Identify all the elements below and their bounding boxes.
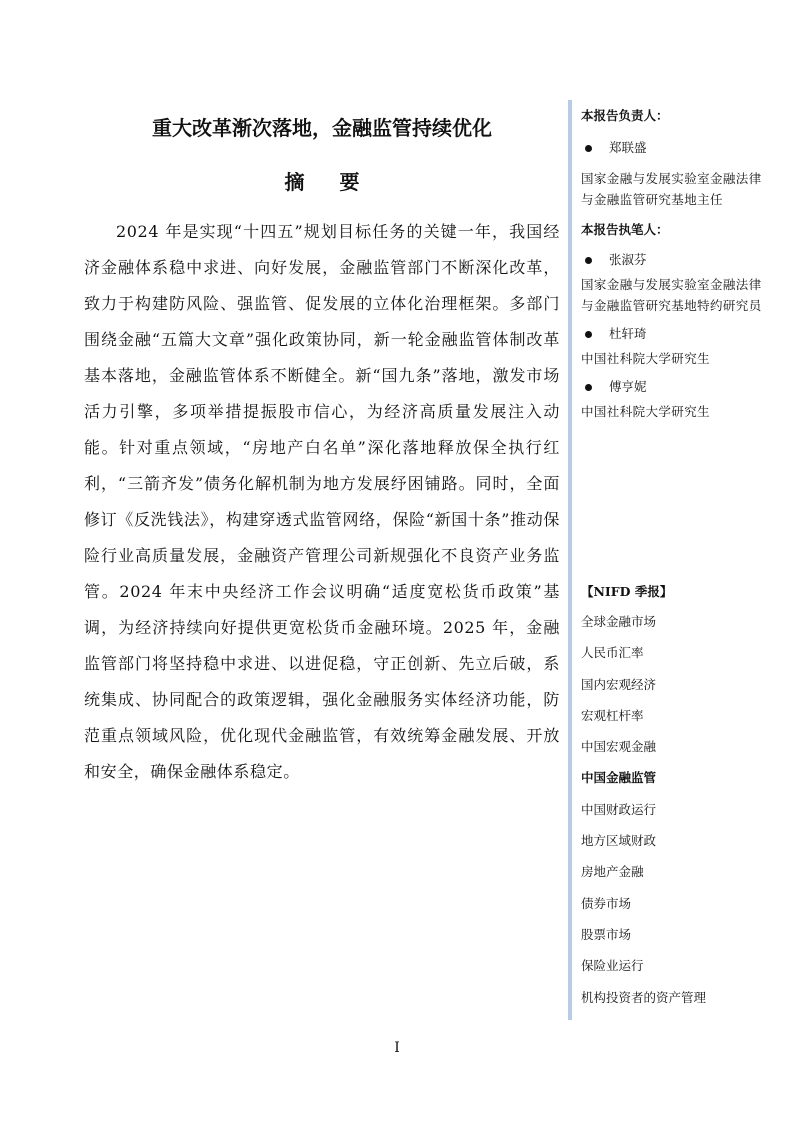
report-series-item: 全球金融市场 [581, 614, 657, 629]
bullet-icon [585, 145, 592, 152]
sidebar [568, 100, 772, 1020]
report-series-item: 宏观杠杆率 [581, 707, 644, 723]
report-series-item: 中国财政运行 [581, 801, 657, 817]
author-name: 张淑芬 [609, 252, 647, 267]
report-series-heading: 【NIFD 季报】 [581, 584, 673, 599]
author-name: 杜轩琦 [609, 326, 647, 341]
author-affiliation: 中国社科院大学研究生 [581, 351, 711, 366]
author-affiliation: 中国社科院大学研究生 [581, 404, 711, 419]
page-number: I [394, 1040, 400, 1056]
responsible-person [581, 138, 772, 210]
report-series-item: 机构投资者的资产管理 [581, 989, 707, 1005]
report-series-item: 国内宏观经济 [581, 676, 657, 692]
report-series-item: 房地产金融 [581, 864, 644, 880]
person-affiliation: 国家金融与发展实验室金融法律与金融监管研究基地主任 [581, 171, 762, 207]
bullet-icon [585, 257, 592, 264]
author-item [581, 250, 772, 316]
report-series-item: 中国宏观金融 [581, 739, 657, 755]
report-series-item: 中国金融监管 [581, 770, 657, 786]
author-name: 傅亨妮 [609, 379, 647, 394]
report-series-item: 人民币汇率 [581, 645, 644, 661]
report-series-item: 地方区域财政 [581, 833, 657, 849]
report-series-item: 保险业运行 [581, 958, 644, 974]
report-series-item: 股票市场 [581, 926, 632, 942]
author-affiliation: 国家金融与发展实验室金融法律与金融监管研究基地特约研究员 [581, 277, 762, 313]
bullet-icon [585, 331, 592, 338]
report-series-list [581, 582, 771, 1019]
abstract-heading: 摘 要 [284, 170, 374, 194]
authors-heading: 本报告执笔人： [581, 222, 669, 237]
bullet-icon [585, 384, 592, 391]
person-name: 郑联盛 [609, 140, 647, 155]
responsible-heading: 本报告负责人： [581, 108, 669, 123]
report-series-item: 债券市场 [581, 895, 632, 911]
main-content [84, 108, 560, 790]
abstract-body: 2024 年是实现“十四五”规划目标任务的关键一年，我国经济金融体系稳中求进、向好发展，金融监管部门不断深化改革，致力于构建防风险、强监管、促发展的立体化治理框架。多部门围绕金融“五篇大文章”强化政策协同，新一轮金融监管体制改革基本落地，金融监管体系不断健全。新“国九条”落地，激发市场活力引擎，多项举措提振股市信心，为经济高质量发展注入动能。针对重点领域，“房地产白名单”深化落地释放保全执行红利，“三箭齐发”债务化解机制为地方发展纾困铺路。同时，全面修订《反洗钱法》，构建穿透式监管网络，保险“新国十条”推动保险行业高质量发展，金融资产管理公司新规强化不良资产业务监管。2024 年末中央经济工作会议明确“适度宽松货币政策”基调，为经济持续向好提供更宽松货币金融环境。2025 年，金融监管部门将坚持稳中求进、以进促稳，守正创新、先立后破，系统集成、协同配合的政策逻辑，强化金融服务实体经济功能，防范重点领域风险，优化现代金融监管，有效统筹金融发展、开放和安全，确保金融体系稳定。 [84, 222, 560, 781]
document-title: 重大改革渐次落地，金融监管持续优化 [152, 116, 492, 140]
author-item [581, 377, 772, 422]
author-item [581, 324, 772, 369]
